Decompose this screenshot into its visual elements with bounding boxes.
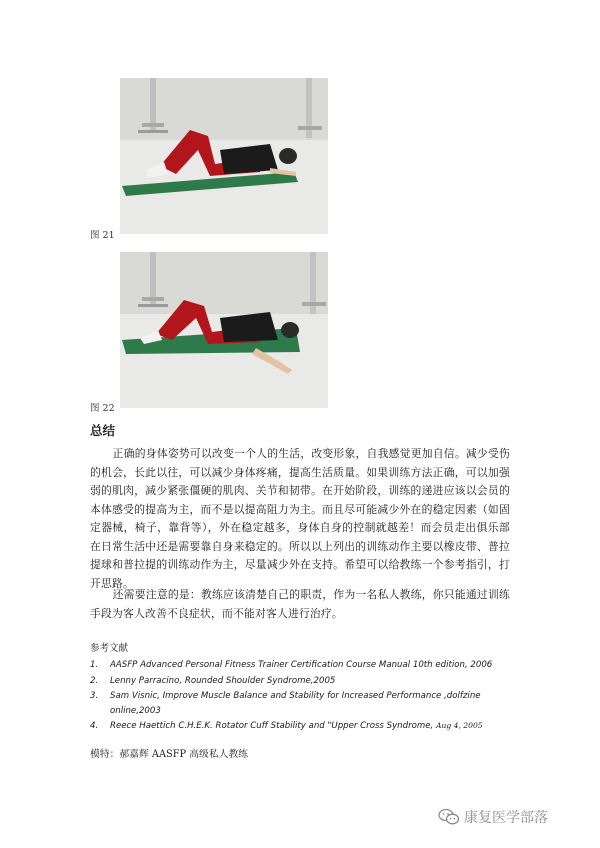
reference-number: 2. xyxy=(90,675,99,686)
reference-item xyxy=(90,689,520,718)
reference-text: Sam Visnic, Improve Muscle Balance and Stability for Increased Performance ,dolfzine online,2003 xyxy=(110,691,481,716)
reference-date: Aug 4, 2005 xyxy=(436,721,483,730)
reference-text: AASFP Advanced Personal Fitness Trainer Certification Course Manual 10th edition, 2006 xyxy=(110,660,493,670)
section-heading: 总结 xyxy=(90,423,116,438)
model-credit: 模特：郝嘉辉 AASFP 高级私人教练 xyxy=(90,749,249,760)
reference-item xyxy=(90,719,520,734)
figure-22-photo xyxy=(120,252,328,408)
references-title: 参考文献 xyxy=(90,643,129,654)
reference-number: 4. xyxy=(90,721,99,731)
watermark-text: 康复医学部落 xyxy=(464,810,548,826)
reference-text: Reece Haettich C.H.E.K. Rotator Cuff Stability and "Upper Cross Syndrome, xyxy=(110,721,434,731)
reference-item xyxy=(90,674,520,689)
reference-item xyxy=(90,658,520,673)
summary-paragraph-2: 还需要注意的是：教练应该清楚自己的职责，作为一名私人教练，你只能通过训练手段为客人改善不良症状，而不能对客人进行治疗。 xyxy=(90,588,510,620)
reference-number: 1. xyxy=(90,660,99,670)
figure-21-photo xyxy=(120,78,328,234)
reference-text: Lenny Parracino, Rounded Shoulder Syndrome,2005 xyxy=(110,675,336,686)
figure-21-caption: 图 21 xyxy=(90,230,115,241)
references-list xyxy=(90,658,520,735)
figure-22-caption: 图 22 xyxy=(90,403,115,414)
watermark xyxy=(438,807,548,827)
summary-paragraph-1: 正确的身体姿势可以改变一个人的生活，改变形象，自我感觉更加自信。减少受伤的机会，长此以往，可以减少身体疼痛，提高生活质量。如果训练方法正确，可以加强弱的肌肉，减少紧张僵硬的肌肉、关节和韧带。在开始阶段，训练的递进应该以会员的本体感受的提高为主，而不是以提高阻力为主。而且尽可能减少外在的稳定因素（如固定器械，椅子，靠背等），外在稳定越多，身体自身的控制就越差！而会员走出俱乐部在日常生活中还是需要靠自身来稳定的。所以以上列出的训练动作主要以橡皮带、普拉提球和普拉提的训练动作为主，尽量减少外在支持。希望可以给教练一个参考指引，打开思路。 xyxy=(90,447,510,590)
wechat-icon xyxy=(438,808,460,826)
reference-number: 3. xyxy=(90,691,99,701)
